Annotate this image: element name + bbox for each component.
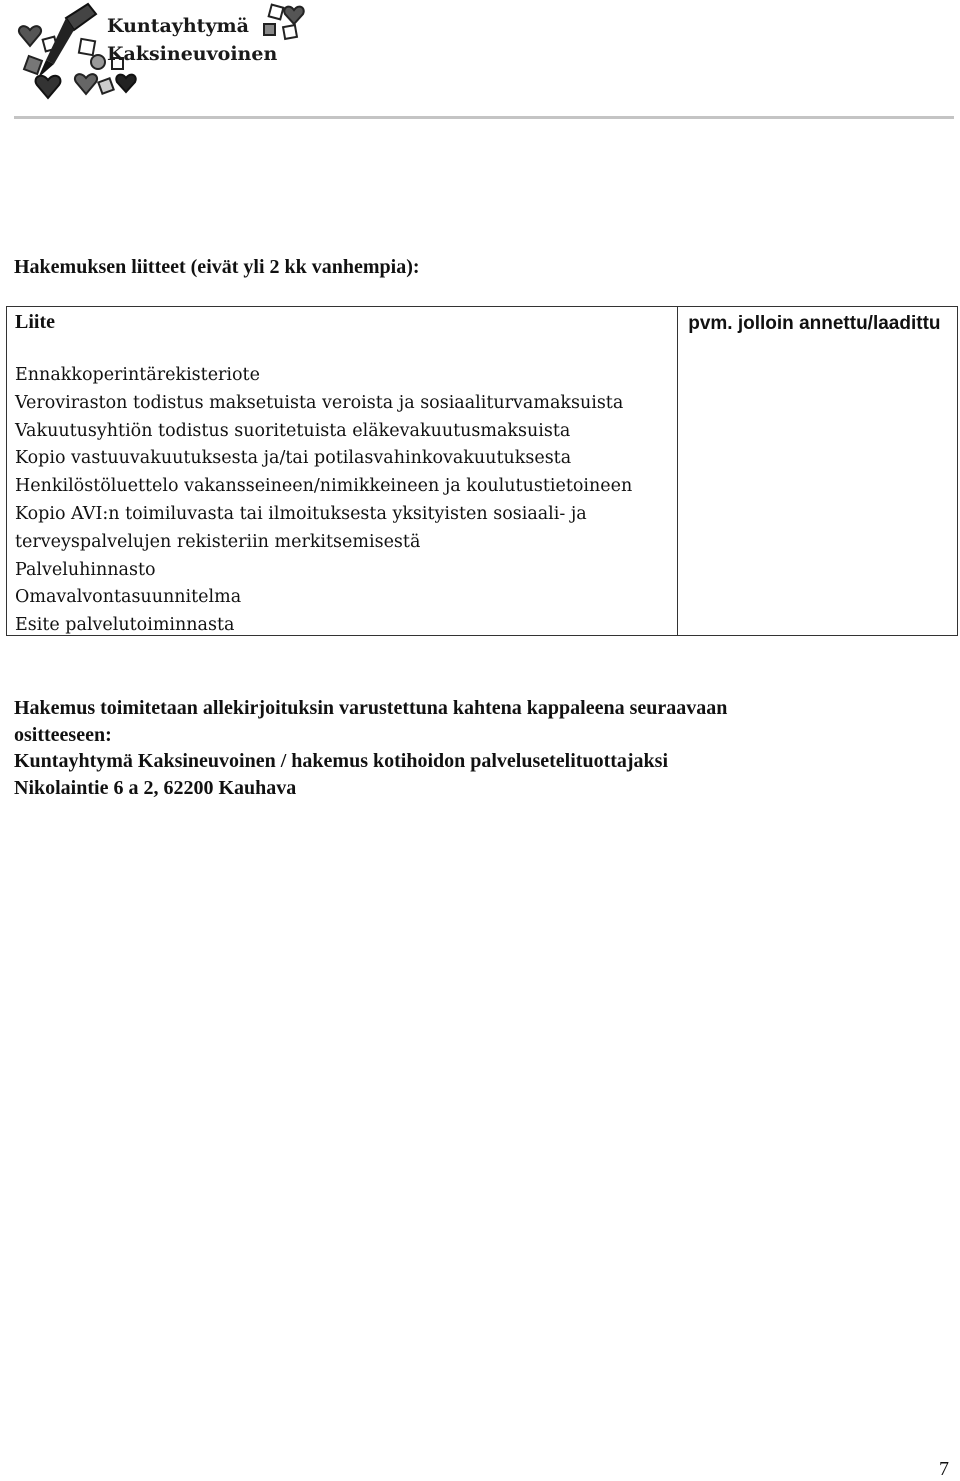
submission-line: Hakemus toimitetaan allekirjoituksin varustettuna kahtena kappaleena seuraavaan	[14, 697, 728, 719]
table-row	[7, 307, 958, 636]
organization-name-line2: Kaksineuvoinen	[107, 43, 278, 65]
header-divider	[14, 116, 954, 119]
submission-line: ositteeseen:	[14, 723, 112, 746]
list-item: Kopio vastuuvakuutuksesta ja/tai potilasvahinkovakuutuksesta	[15, 448, 572, 469]
attachments-table	[6, 306, 958, 636]
submission-instructions	[14, 695, 727, 801]
submission-recipient: Kuntayhtymä Kaksineuvoinen / hakemus kotihoidon palvelusetelituottajaksi	[14, 750, 669, 772]
list-item: Ennakkoperintärekisteriote	[15, 365, 260, 385]
list-item: Vakuutusyhtiön todistus suoritetuista eläkevakuutusmaksuista	[15, 420, 571, 441]
list-item: Kopio AVI:n toimiluvasta tai ilmoituksesta yksityisten sosiaali- ja terveyspalvelujen rekisteriin merkitsemisestä	[15, 503, 593, 552]
attachments-title: Hakemuksen liitteet (eivät yli 2 kk vanhempia):	[14, 256, 420, 278]
list-item: Omavalvontasuunnitelma	[15, 587, 242, 608]
organization-name	[107, 12, 277, 68]
column-header-date: pvm. jolloin annettu/laadittu	[688, 313, 941, 334]
organization-name-line1: Kuntayhtymä	[107, 15, 249, 37]
page-number: 7	[939, 1458, 949, 1480]
submission-address: Nikolaintie 6 a 2, 62200 Kauhava	[14, 776, 297, 799]
list-item: Henkilöstöluettelo vakansseineen/nimikkeineen ja koulutustietoineen	[15, 476, 633, 497]
list-item: Palveluhinnasto	[15, 559, 156, 580]
page-header	[0, 0, 960, 125]
column-header-attachment: Liite	[15, 311, 55, 333]
list-item: Esite palvelutoiminnasta	[15, 615, 235, 636]
date-column	[678, 307, 958, 636]
attachment-column	[7, 307, 678, 636]
list-item: Veroviraston todistus maksetuista veroista ja sosiaaliturvamaksuista	[15, 392, 624, 413]
